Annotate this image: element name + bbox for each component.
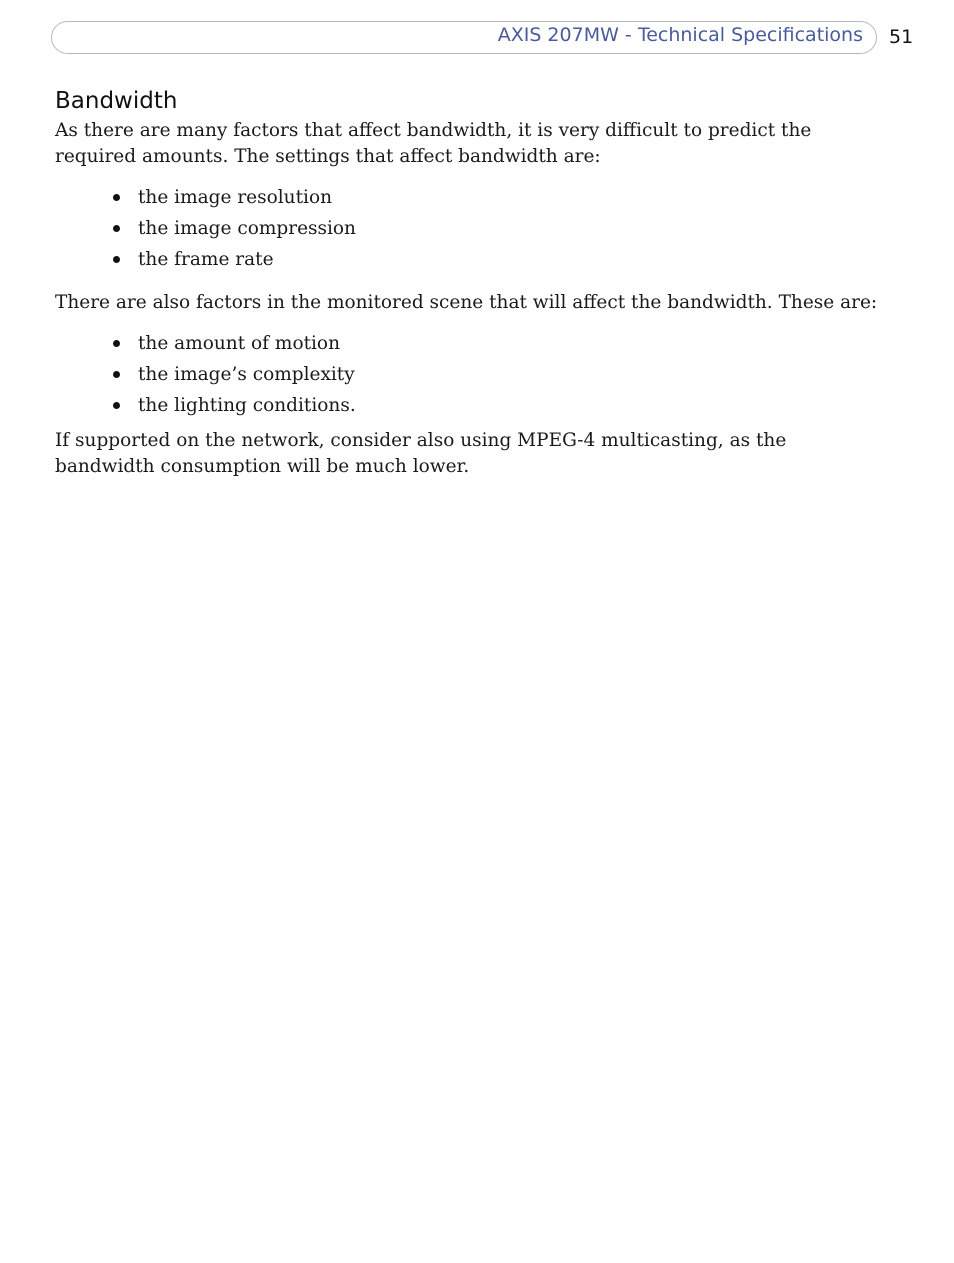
intro-paragraph: As there are many factors that affect bandwidth, it is very difficult to predict the required amounts. The settings that affect bandwidth are: (55, 120, 812, 167)
list-item: the lighting conditions. (55, 390, 885, 421)
section-heading: Bandwidth (55, 88, 178, 114)
page-content (55, 88, 885, 480)
list-item: the image resolution (55, 182, 885, 213)
list-item: the amount of motion (55, 328, 885, 359)
list-item: the image’s complexity (55, 359, 885, 390)
scene-factors-list (55, 328, 885, 421)
list-item: the frame rate (55, 244, 885, 275)
scene-paragraph: There are also factors in the monitored scene that will affect the bandwidth. These are: (55, 292, 878, 313)
header-title: AXIS 207MW - Technical Specifications (497, 24, 863, 46)
closing-paragraph: If supported on the network, consider also using MPEG-4 multicasting, as the bandwidth consumption will be much lower. (55, 430, 787, 477)
settings-list (55, 182, 885, 275)
list-item: the image compression (55, 213, 885, 244)
page-number: 51 (889, 26, 914, 48)
